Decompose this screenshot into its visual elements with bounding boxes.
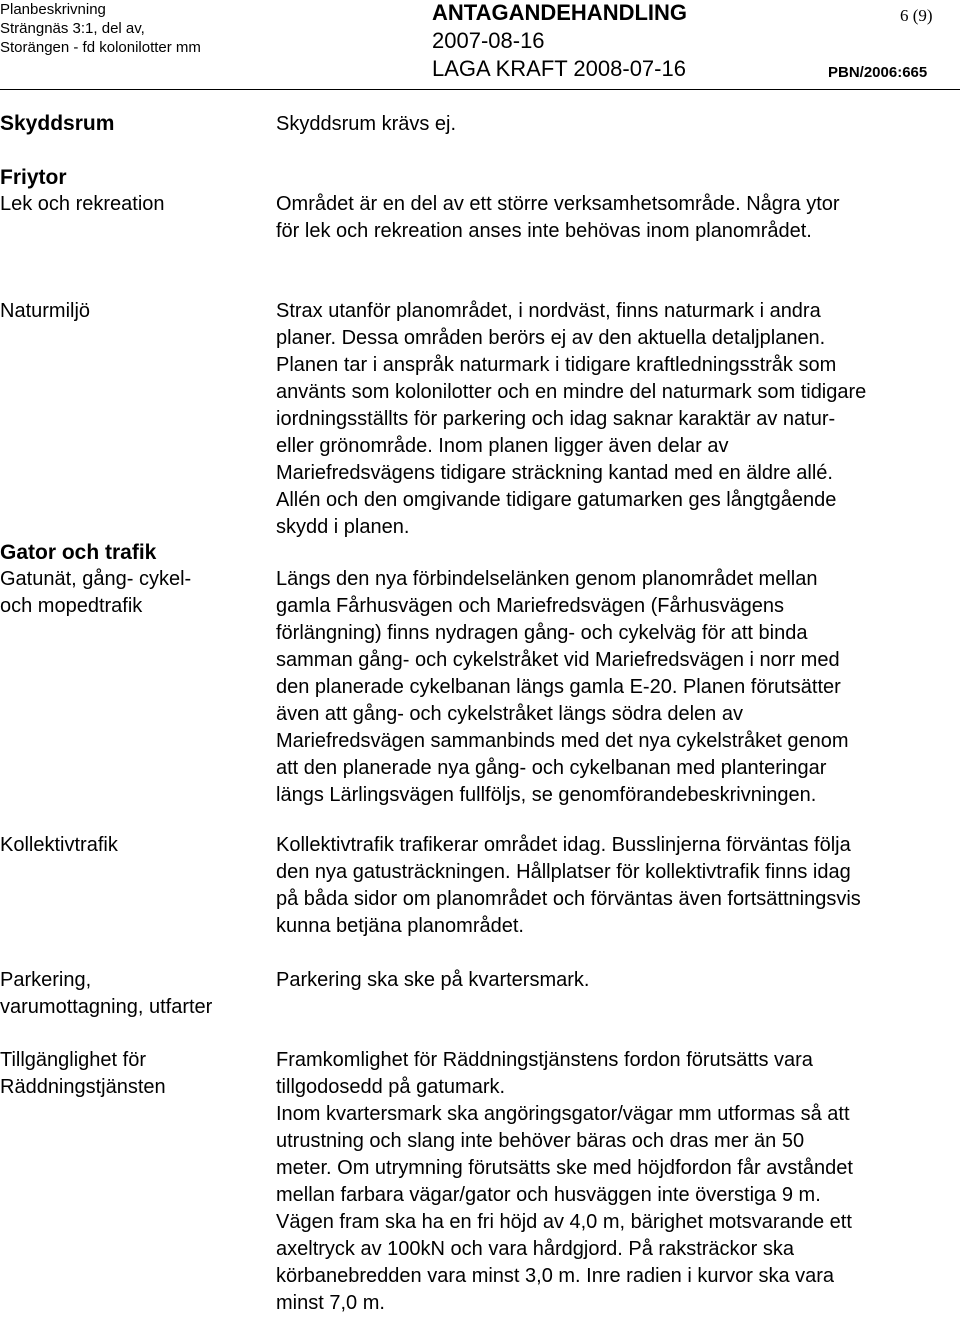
section-text-raddning: Framkomlighet för Räddningstjänstens fordon förutsätts vara tillgodosedd på gatumark. Inom kvartersmark ska angöringsgator/vägar mm utformas så att utrustning och slang inte behöver bäras och dras mer än 50 meter. Om utrymning förutsätts ske med höjdfordon får avståndet mellan farbara vägar/gator och husväggen inte överstiga 9 m. Vägen fram ska ha en fri höjd av 4,0 m, bärighet motsvarande ett axeltryck av 100kN och vara hårdgjord. På raksträckor ska körbanebredden vara minst 3,0 m. Inre radien i kurvor ska vara minst 7,0 m.	[276, 1049, 853, 1314]
section-heading-kollektiv: Kollektivtrafik	[0, 834, 118, 856]
section-heading-raddning-2: Räddningstjänsten	[0, 1076, 166, 1098]
section-heading-parkering-2: varumottagning, utfarter	[0, 996, 213, 1018]
section-text-kollektiv: Kollektivtrafik trafikerar området idag. Busslinjerna förväntas följa den nya gatusträckningen. Hållplatser för kollektivtrafik finns idag på båda sidor om planområdet och förväntas även fortsättningsvis kunna betjäna planområdet.	[276, 834, 861, 937]
section-subheading-lek: Lek och rekreation	[0, 193, 165, 215]
section-subheading-gatunat-1: Gatunät, gång- cykel-	[0, 568, 192, 590]
location-line2: Storängen - fd kolonilotter mm	[0, 39, 201, 56]
laga-kraft-date: LAGA KRAFT 2008-07-16	[432, 56, 686, 81]
section-heading-parkering-1: Parkering,	[0, 969, 92, 991]
section-heading-gator: Gator och trafik	[0, 541, 157, 564]
section-subheading-gatunat-2: och mopedtrafik	[0, 595, 143, 617]
section-heading-raddning-1: Tillgänglighet för	[0, 1049, 147, 1071]
section-heading-skyddsrum: Skyddsrum	[0, 112, 115, 135]
location-line1: Strängnäs 3:1, del av,	[0, 20, 145, 37]
page-number: 6 (9)	[900, 6, 933, 25]
section-text-friytor: Området är en del av ett större verksamhetsområde. Några ytor för lek och rekreation anses inte behövas inom planområdet.	[276, 193, 840, 242]
section-heading-naturmiljo: Naturmiljö	[0, 300, 91, 322]
status-heading: ANTAGANDEHANDLING	[432, 0, 688, 25]
section-text-naturmiljo: Strax utanför planområdet, i nordväst, finns naturmark i andra planer. Dessa områden berörs ej av den aktuella detaljplanen. Planen tar i anspråk naturmark i tidigare kraftledningsstråk som använts som kolonilotter och en mindre del naturmark som tidigare iordningsställts för parkering och idag saknar karaktär av natur- eller grönområde. Inom planen ligger även delar av Mariefredsvägens tidigare sträckning kantad med en äldre allé. Allén och den omgivande tidigare gatumarken ges långtgående skydd i planen.	[276, 300, 867, 538]
section-text-gator: Längs den nya förbindelselänken genom planområdet mellan gamla Fårhusvägen och Mariefredsvägen (Fårhusvägens förlängning) finns nydragen gång- och cykelväg för att binda samman gång- och cykelstråket vid Mariefredsvägen i norr med den planerade cykelbanan längs gamla E-20. Planen förutsätter även att gång- och cykelstråket längs södra delen av Mariefredsvägen sammanbinds med det nya cykelstråket genom att den planerade nya gång- och cykelbanan med planteringar längs Lärlingsvägen fullföljs, se genomförandebeskrivningen.	[276, 568, 849, 806]
section-heading-friytor: Friytor	[0, 166, 67, 189]
document-date: 2007-08-16	[432, 28, 545, 53]
reference-number: PBN/2006:665	[828, 64, 928, 81]
header-divider	[0, 89, 960, 90]
section-text-parkering: Parkering ska ske på kvartersmark.	[276, 969, 590, 991]
doc-type: Planbeskrivning	[0, 1, 106, 18]
section-text-skyddsrum: Skyddsrum krävs ej.	[276, 113, 457, 135]
